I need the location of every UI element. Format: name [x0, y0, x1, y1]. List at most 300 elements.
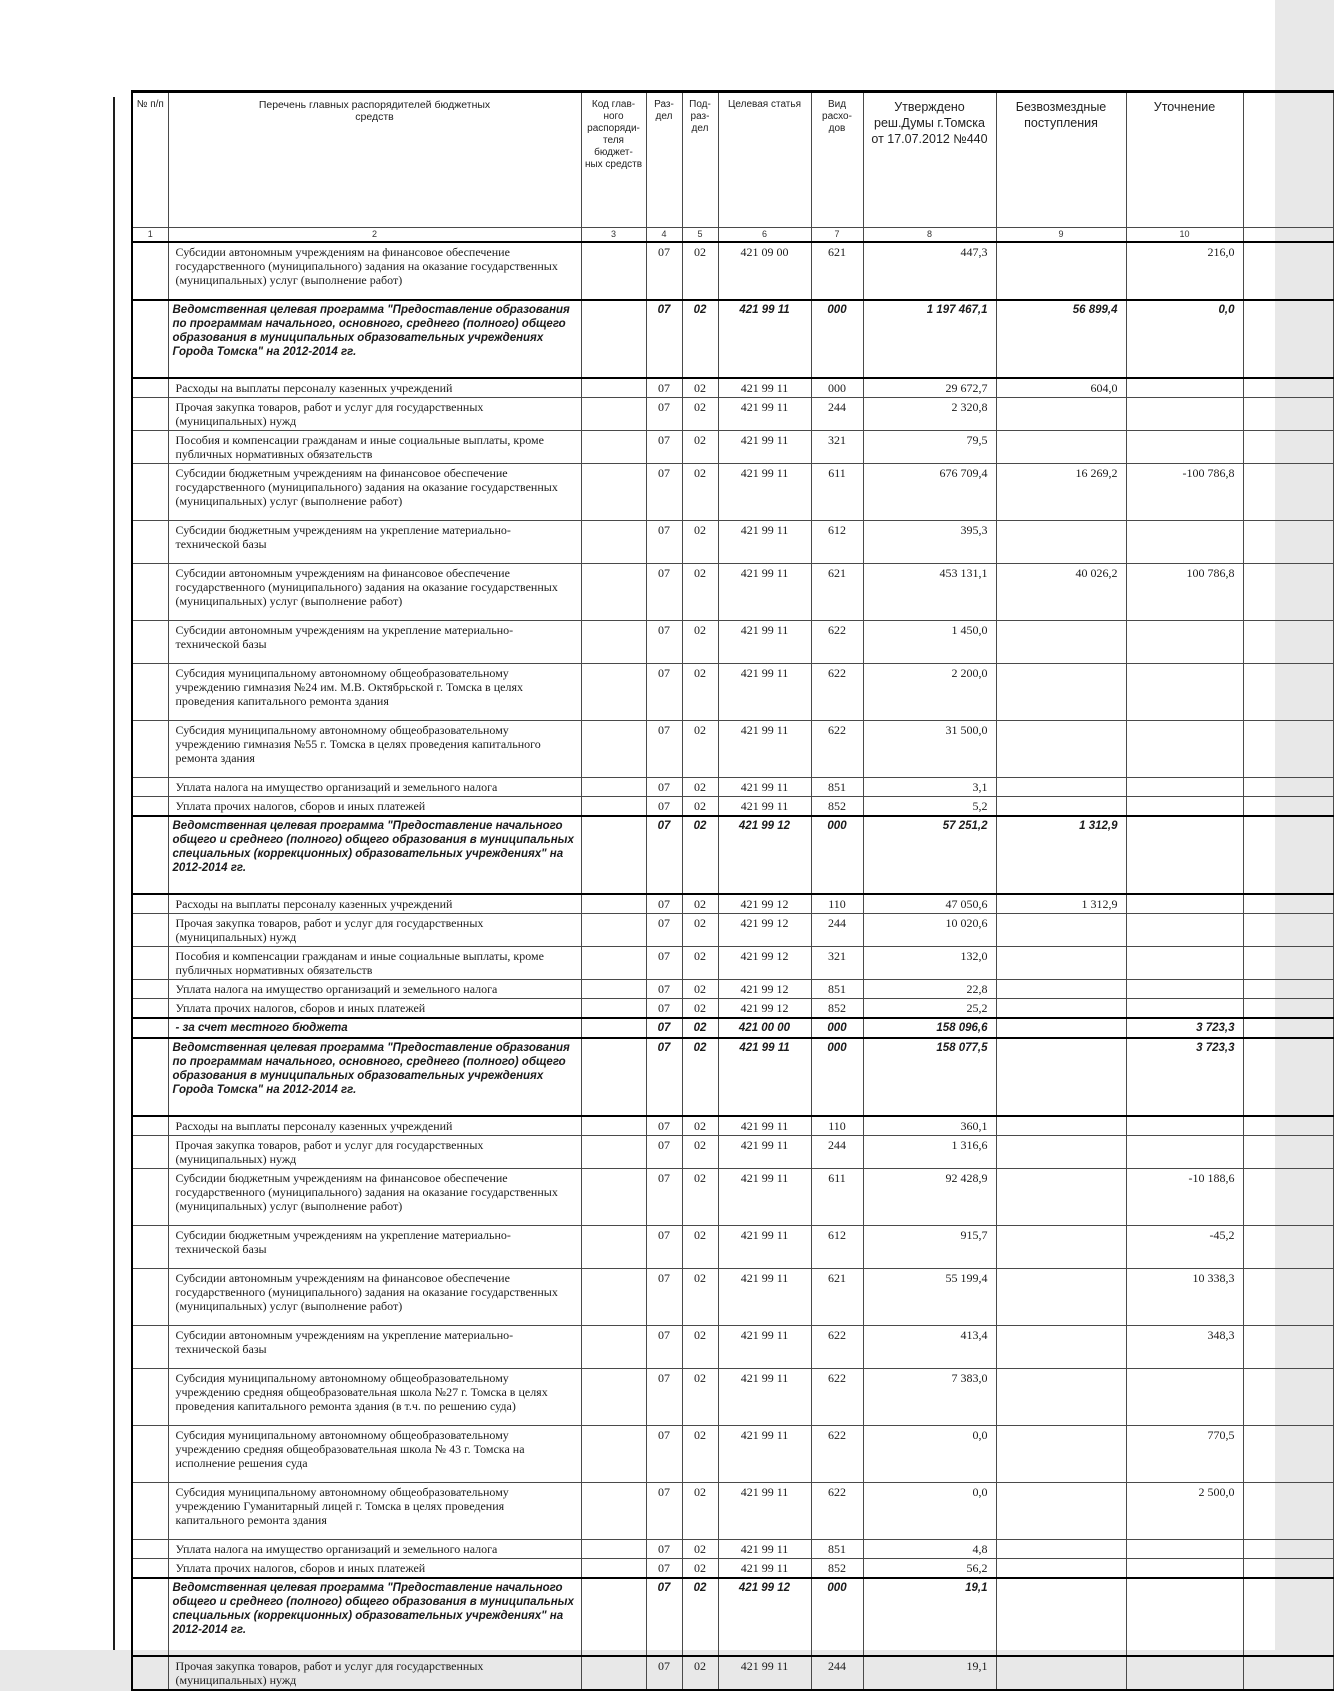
- cell-code: [581, 894, 646, 914]
- cell-row-number: [132, 431, 168, 464]
- cell-extra: [1243, 1018, 1333, 1038]
- cell-target-article: 421 00 00: [718, 1018, 811, 1038]
- cell-name: Субсидии бюджетным учреждениям на финансовое обеспечение государственного (муниципального) задания на оказание государственных (муниципальных) услуг (выполнение работ): [168, 1169, 581, 1226]
- cell-expense-type: 622: [811, 1426, 863, 1483]
- column-number-row: [132, 228, 1333, 243]
- cell-expense-type: 622: [811, 721, 863, 778]
- cell-adjustment: [1126, 521, 1243, 564]
- header-list-label: Перечень главных распорядителей бюджетных средств: [258, 99, 491, 123]
- cell-adjustment: [1126, 431, 1243, 464]
- cell-row-number: [132, 242, 168, 300]
- cell-section: 07: [646, 721, 682, 778]
- cell-extra: [1243, 1483, 1333, 1540]
- cell-approved: 5,2: [863, 797, 996, 817]
- cell-code: [581, 242, 646, 300]
- cell-extra: [1243, 778, 1333, 797]
- cell-extra: [1243, 1540, 1333, 1559]
- cell-name: Субсидия муниципальному автономному общеобразовательному учреждению гимназия №24 им. М.В. Октябрьской г. Томска в целях проведения капитального ремонта здания: [168, 664, 581, 721]
- cell-section: 07: [646, 1426, 682, 1483]
- cell-approved: 676 709,4: [863, 464, 996, 521]
- header-list: [168, 92, 581, 228]
- cell-name: Расходы на выплаты персоналу казенных учреждений: [168, 1116, 581, 1136]
- cell-extra: [1243, 621, 1333, 664]
- colnum-10: 10: [1126, 228, 1243, 243]
- cell-section: 07: [646, 999, 682, 1019]
- cell-row-number: [132, 398, 168, 431]
- cell-row-number: [132, 1038, 168, 1116]
- cell-target-article: 421 99 12: [718, 999, 811, 1019]
- cell-target-article: 421 99 11: [718, 464, 811, 521]
- cell-approved: 10 020,6: [863, 914, 996, 947]
- table-row: [132, 1116, 1333, 1136]
- cell-gratuitous: [996, 914, 1126, 947]
- cell-expense-type: 000: [811, 1578, 863, 1656]
- cell-adjustment: [1126, 778, 1243, 797]
- cell-extra: [1243, 999, 1333, 1019]
- cell-target-article: 421 99 11: [718, 1369, 811, 1426]
- cell-adjustment: [1126, 1369, 1243, 1426]
- cell-extra: [1243, 914, 1333, 947]
- cell-section: 07: [646, 464, 682, 521]
- cell-code: [581, 1018, 646, 1038]
- cell-code: [581, 1169, 646, 1226]
- cell-expense-type: 244: [811, 1656, 863, 1690]
- header-adjustment: Уточнение: [1126, 92, 1243, 228]
- cell-expense-type: 851: [811, 778, 863, 797]
- cell-code: [581, 778, 646, 797]
- table-row: [132, 947, 1333, 980]
- cell-name: - за счет местного бюджета: [168, 1018, 581, 1038]
- cell-code: [581, 431, 646, 464]
- cell-target-article: 421 09 00: [718, 242, 811, 300]
- cell-section: 07: [646, 894, 682, 914]
- cell-section: 07: [646, 378, 682, 398]
- cell-expense-type: 244: [811, 1136, 863, 1169]
- budget-table: [131, 90, 1334, 1691]
- cell-extra: [1243, 1136, 1333, 1169]
- cell-target-article: 421 99 12: [718, 914, 811, 947]
- cell-code: [581, 521, 646, 564]
- cell-expense-type: 852: [811, 999, 863, 1019]
- cell-code: [581, 1540, 646, 1559]
- header-section: Раз- дел: [646, 92, 682, 228]
- table-row: [132, 980, 1333, 999]
- cell-approved: 19,1: [863, 1578, 996, 1656]
- cell-section: 07: [646, 1369, 682, 1426]
- cell-approved: 453 131,1: [863, 564, 996, 621]
- cell-target-article: 421 99 11: [718, 300, 811, 378]
- cell-code: [581, 1116, 646, 1136]
- cell-expense-type: 244: [811, 398, 863, 431]
- cell-gratuitous: [996, 1540, 1126, 1559]
- cell-name: Субсидии автономным учреждениям на финансовое обеспечение государственного (муниципального) задания на оказание государственных (муниципальных) услуг (выполнение работ): [168, 242, 581, 300]
- cell-row-number: [132, 797, 168, 817]
- cell-gratuitous: [996, 721, 1126, 778]
- cell-name: Уплата налога на имущество организаций и земельного налога: [168, 980, 581, 999]
- cell-gratuitous: [996, 1038, 1126, 1116]
- cell-extra: [1243, 1578, 1333, 1656]
- cell-adjustment: [1126, 398, 1243, 431]
- cell-target-article: 421 99 11: [718, 398, 811, 431]
- cell-subsection: 02: [682, 778, 718, 797]
- cell-code: [581, 721, 646, 778]
- cell-row-number: [132, 894, 168, 914]
- cell-subsection: 02: [682, 1116, 718, 1136]
- cell-subsection: 02: [682, 1326, 718, 1369]
- cell-subsection: 02: [682, 1483, 718, 1540]
- cell-section: 07: [646, 947, 682, 980]
- cell-subsection: 02: [682, 999, 718, 1019]
- header-expense-type: Вид расхо- дов: [811, 92, 863, 228]
- cell-adjustment: [1126, 914, 1243, 947]
- cell-adjustment: 348,3: [1126, 1326, 1243, 1369]
- cell-gratuitous: [996, 797, 1126, 817]
- cell-gratuitous: [996, 398, 1126, 431]
- cell-gratuitous: 40 026,2: [996, 564, 1126, 621]
- cell-expense-type: 612: [811, 521, 863, 564]
- header-row: [132, 92, 1333, 228]
- cell-section: 07: [646, 1559, 682, 1579]
- cell-adjustment: [1126, 797, 1243, 817]
- cell-row-number: [132, 816, 168, 894]
- cell-subsection: 02: [682, 431, 718, 464]
- cell-row-number: [132, 521, 168, 564]
- cell-section: 07: [646, 914, 682, 947]
- cell-extra: [1243, 1226, 1333, 1269]
- cell-section: 07: [646, 1169, 682, 1226]
- cell-adjustment: [1126, 980, 1243, 999]
- cell-row-number: [132, 1269, 168, 1326]
- cell-approved: 4,8: [863, 1540, 996, 1559]
- cell-subsection: 02: [682, 1540, 718, 1559]
- cell-subsection: 02: [682, 721, 718, 778]
- cell-expense-type: 622: [811, 1326, 863, 1369]
- cell-row-number: [132, 300, 168, 378]
- table-row: [132, 398, 1333, 431]
- cell-name: Ведомственная целевая программа "Предоставление образования по программам начального, основного, среднего (полного) общего образования в муниципальных образовательных учреждениях Города Томска" на 2012-2014 гг.: [168, 1038, 581, 1116]
- cell-expense-type: 321: [811, 947, 863, 980]
- table-row: [132, 1038, 1333, 1116]
- cell-adjustment: [1126, 947, 1243, 980]
- cell-gratuitous: [996, 1269, 1126, 1326]
- cell-approved: 915,7: [863, 1226, 996, 1269]
- cell-adjustment: -10 188,6: [1126, 1169, 1243, 1226]
- cell-gratuitous: 1 312,9: [996, 816, 1126, 894]
- colnum-5: 5: [682, 228, 718, 243]
- cell-target-article: 421 99 12: [718, 894, 811, 914]
- cell-expense-type: 851: [811, 980, 863, 999]
- cell-target-article: 421 99 11: [718, 564, 811, 621]
- table-row: [132, 914, 1333, 947]
- table-row: [132, 816, 1333, 894]
- cell-extra: [1243, 521, 1333, 564]
- cell-subsection: 02: [682, 564, 718, 621]
- cell-section: 07: [646, 1116, 682, 1136]
- cell-name: Уплата прочих налогов, сборов и иных платежей: [168, 797, 581, 817]
- cell-expense-type: 321: [811, 431, 863, 464]
- table-row: [132, 894, 1333, 914]
- cell-extra: [1243, 242, 1333, 300]
- cell-name: Расходы на выплаты персоналу казенных учреждений: [168, 378, 581, 398]
- cell-expense-type: 622: [811, 621, 863, 664]
- cell-expense-type: 852: [811, 1559, 863, 1579]
- cell-section: 07: [646, 398, 682, 431]
- cell-section: 07: [646, 797, 682, 817]
- cell-extra: [1243, 1326, 1333, 1369]
- table-body: [132, 242, 1333, 1690]
- cell-subsection: 02: [682, 797, 718, 817]
- cell-subsection: 02: [682, 1038, 718, 1116]
- cell-approved: 92 428,9: [863, 1169, 996, 1226]
- cell-target-article: 421 99 11: [718, 1326, 811, 1369]
- cell-expense-type: 611: [811, 464, 863, 521]
- cell-gratuitous: [996, 621, 1126, 664]
- colnum-6: 6: [718, 228, 811, 243]
- cell-gratuitous: [996, 664, 1126, 721]
- cell-approved: 360,1: [863, 1116, 996, 1136]
- cell-expense-type: 000: [811, 816, 863, 894]
- cell-section: 07: [646, 564, 682, 621]
- cell-adjustment: [1126, 378, 1243, 398]
- cell-code: [581, 621, 646, 664]
- cell-code: [581, 1369, 646, 1426]
- cell-name: Уплата налога на имущество организаций и земельного налога: [168, 1540, 581, 1559]
- cell-name: Прочая закупка товаров, работ и услуг для государственных (муниципальных) нужд: [168, 1136, 581, 1169]
- cell-extra: [1243, 1426, 1333, 1483]
- cell-extra: [1243, 464, 1333, 521]
- cell-approved: 1 197 467,1: [863, 300, 996, 378]
- header-target-article: Целевая статья: [718, 92, 811, 228]
- cell-extra: [1243, 431, 1333, 464]
- cell-target-article: 421 99 11: [718, 378, 811, 398]
- cell-row-number: [132, 1169, 168, 1226]
- cell-adjustment: 2 500,0: [1126, 1483, 1243, 1540]
- cell-gratuitous: [996, 1559, 1126, 1579]
- cell-expense-type: 110: [811, 1116, 863, 1136]
- cell-extra: [1243, 664, 1333, 721]
- cell-section: 07: [646, 1038, 682, 1116]
- cell-subsection: 02: [682, 894, 718, 914]
- cell-gratuitous: [996, 242, 1126, 300]
- cell-adjustment: 3 723,3: [1126, 1038, 1243, 1116]
- cell-target-article: 421 99 11: [718, 1116, 811, 1136]
- cell-section: 07: [646, 1540, 682, 1559]
- table-header: [132, 92, 1333, 243]
- cell-code: [581, 1483, 646, 1540]
- table-row: [132, 1369, 1333, 1426]
- cell-subsection: 02: [682, 664, 718, 721]
- cell-subsection: 02: [682, 378, 718, 398]
- cell-code: [581, 464, 646, 521]
- colnum-7: 7: [811, 228, 863, 243]
- cell-code: [581, 947, 646, 980]
- cell-subsection: 02: [682, 980, 718, 999]
- cell-row-number: [132, 999, 168, 1019]
- cell-code: [581, 664, 646, 721]
- cell-extra: [1243, 398, 1333, 431]
- table-row: [132, 564, 1333, 621]
- cell-gratuitous: [996, 1226, 1126, 1269]
- cell-extra: [1243, 947, 1333, 980]
- table-row: [132, 1426, 1333, 1483]
- cell-adjustment: [1126, 621, 1243, 664]
- cell-gratuitous: [996, 980, 1126, 999]
- cell-expense-type: 612: [811, 1226, 863, 1269]
- cell-adjustment: 3 723,3: [1126, 1018, 1243, 1038]
- cell-approved: 55 199,4: [863, 1269, 996, 1326]
- cell-extra: [1243, 816, 1333, 894]
- cell-row-number: [132, 980, 168, 999]
- cell-extra: [1243, 721, 1333, 778]
- cell-name: Субсидии автономным учреждениям на финансовое обеспечение государственного (муниципального) задания на оказание государственных (муниципальных) услуг (выполнение работ): [168, 564, 581, 621]
- cell-extra: [1243, 1369, 1333, 1426]
- cell-name: Субсидии бюджетным учреждениям на укрепление материально-технической базы: [168, 1226, 581, 1269]
- cell-row-number: [132, 1136, 168, 1169]
- cell-gratuitous: [996, 1483, 1126, 1540]
- cell-adjustment: -100 786,8: [1126, 464, 1243, 521]
- cell-approved: 158 077,5: [863, 1038, 996, 1116]
- cell-section: 07: [646, 300, 682, 378]
- cell-name: Пособия и компенсации гражданам и иные социальные выплаты, кроме публичных нормативных обязательств: [168, 947, 581, 980]
- cell-adjustment: 0,0: [1126, 300, 1243, 378]
- cell-approved: 56,2: [863, 1559, 996, 1579]
- cell-adjustment: [1126, 721, 1243, 778]
- colnum-3: 3: [581, 228, 646, 243]
- cell-row-number: [132, 1426, 168, 1483]
- table-row: [132, 378, 1333, 398]
- cell-name: Уплата прочих налогов, сборов и иных платежей: [168, 999, 581, 1019]
- cell-target-article: 421 99 12: [718, 947, 811, 980]
- cell-code: [581, 797, 646, 817]
- cell-section: 07: [646, 1483, 682, 1540]
- cell-row-number: [132, 1326, 168, 1369]
- cell-name: Прочая закупка товаров, работ и услуг для государственных (муниципальных) нужд: [168, 1656, 581, 1690]
- cell-row-number: [132, 621, 168, 664]
- cell-extra: [1243, 1116, 1333, 1136]
- cell-gratuitous: 56 899,4: [996, 300, 1126, 378]
- colnum-extra: [1243, 228, 1333, 243]
- cell-subsection: 02: [682, 1369, 718, 1426]
- cell-adjustment: [1126, 1656, 1243, 1690]
- cell-subsection: 02: [682, 947, 718, 980]
- cell-adjustment: 100 786,8: [1126, 564, 1243, 621]
- cell-section: 07: [646, 431, 682, 464]
- cell-gratuitous: 604,0: [996, 378, 1126, 398]
- cell-code: [581, 378, 646, 398]
- cell-name: Уплата налога на имущество организаций и земельного налога: [168, 778, 581, 797]
- cell-row-number: [132, 1116, 168, 1136]
- cell-extra: [1243, 1038, 1333, 1116]
- cell-approved: 1 450,0: [863, 621, 996, 664]
- cell-adjustment: [1126, 1540, 1243, 1559]
- table-row: [132, 621, 1333, 664]
- cell-extra: [1243, 1559, 1333, 1579]
- table-row: [132, 1269, 1333, 1326]
- cell-name: Субсидии бюджетным учреждениям на укрепление материально-технической базы: [168, 521, 581, 564]
- cell-section: 07: [646, 1269, 682, 1326]
- cell-gratuitous: [996, 431, 1126, 464]
- cell-expense-type: 000: [811, 1038, 863, 1116]
- cell-section: 07: [646, 242, 682, 300]
- cell-approved: 22,8: [863, 980, 996, 999]
- cell-expense-type: 622: [811, 664, 863, 721]
- cell-expense-type: 851: [811, 1540, 863, 1559]
- cell-name: Ведомственная целевая программа "Предоставление начального общего и среднего (полного) общего образования в муниципальных специальных (коррекционных) образовательных учреждениях" на 2012-2014 гг.: [168, 1578, 581, 1656]
- cell-expense-type: 621: [811, 1269, 863, 1326]
- header-num: № п/п: [132, 92, 168, 228]
- cell-code: [581, 816, 646, 894]
- cell-section: 07: [646, 980, 682, 999]
- cell-expense-type: 110: [811, 894, 863, 914]
- cell-target-article: 421 99 11: [718, 1540, 811, 1559]
- cell-row-number: [132, 1656, 168, 1690]
- cell-adjustment: [1126, 1578, 1243, 1656]
- cell-row-number: [132, 1018, 168, 1038]
- cell-subsection: 02: [682, 1018, 718, 1038]
- table-row: [132, 999, 1333, 1019]
- cell-section: 07: [646, 664, 682, 721]
- colnum-8: 8: [863, 228, 996, 243]
- cell-name: Субсидии автономным учреждениям на укрепление материально-технической базы: [168, 621, 581, 664]
- cell-row-number: [132, 1559, 168, 1579]
- cell-approved: 47 050,6: [863, 894, 996, 914]
- cell-gratuitous: [996, 1326, 1126, 1369]
- cell-adjustment: [1126, 1136, 1243, 1169]
- cell-code: [581, 1136, 646, 1169]
- cell-row-number: [132, 464, 168, 521]
- cell-target-article: 421 99 11: [718, 1559, 811, 1579]
- cell-adjustment: [1126, 816, 1243, 894]
- cell-subsection: 02: [682, 464, 718, 521]
- cell-name: Субсидии бюджетным учреждениям на финансовое обеспечение государственного (муниципального) задания на оказание государственных (муниципальных) услуг (выполнение работ): [168, 464, 581, 521]
- cell-extra: [1243, 1169, 1333, 1226]
- cell-expense-type: 000: [811, 378, 863, 398]
- cell-approved: 158 096,6: [863, 1018, 996, 1038]
- cell-approved: 2 320,8: [863, 398, 996, 431]
- table-row: [132, 1483, 1333, 1540]
- cell-adjustment: 216,0: [1126, 242, 1243, 300]
- cell-extra: [1243, 300, 1333, 378]
- cell-approved: 29 672,7: [863, 378, 996, 398]
- table-row: [132, 1018, 1333, 1038]
- table-row: [132, 1540, 1333, 1559]
- cell-extra: [1243, 378, 1333, 398]
- cell-code: [581, 1326, 646, 1369]
- cell-row-number: [132, 947, 168, 980]
- cell-section: 07: [646, 1578, 682, 1656]
- cell-target-article: 421 99 11: [718, 1656, 811, 1690]
- cell-approved: 79,5: [863, 431, 996, 464]
- cell-row-number: [132, 1369, 168, 1426]
- table-row: [132, 431, 1333, 464]
- cell-target-article: 421 99 12: [718, 980, 811, 999]
- cell-extra: [1243, 894, 1333, 914]
- cell-subsection: 02: [682, 300, 718, 378]
- cell-gratuitous: 16 269,2: [996, 464, 1126, 521]
- cell-gratuitous: [996, 1136, 1126, 1169]
- cell-target-article: 421 99 11: [718, 1038, 811, 1116]
- cell-subsection: 02: [682, 1269, 718, 1326]
- cell-code: [581, 1578, 646, 1656]
- cell-name: Расходы на выплаты персоналу казенных учреждений: [168, 894, 581, 914]
- table-row: [132, 1136, 1333, 1169]
- cell-row-number: [132, 914, 168, 947]
- table-row: [132, 721, 1333, 778]
- cell-target-article: 421 99 11: [718, 521, 811, 564]
- cell-expense-type: 622: [811, 1369, 863, 1426]
- cell-code: [581, 1559, 646, 1579]
- cell-code: [581, 1426, 646, 1483]
